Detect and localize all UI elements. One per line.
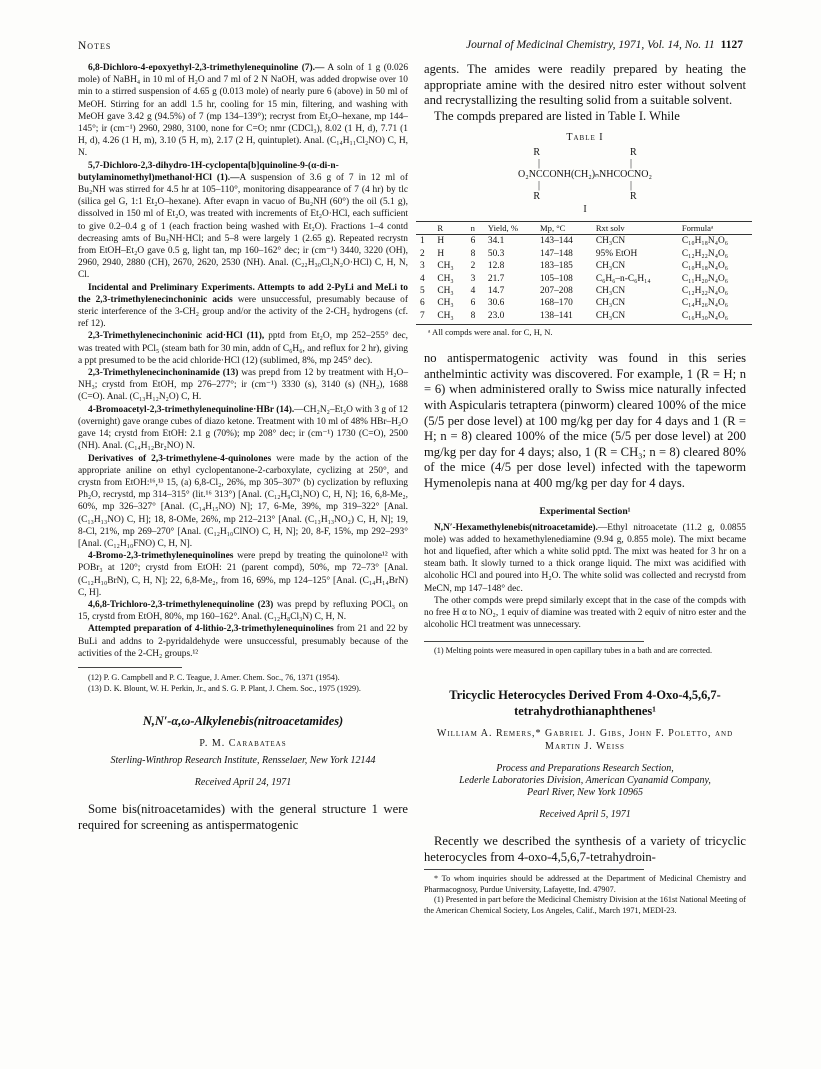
table-title: Table I (566, 132, 604, 144)
second-article-authors: William A. Remers,* Gabriel J. Gibs, John F. Poletto, and Martin J. Weiss (436, 727, 734, 752)
table-cell: C₁₁H₂₀N₄O₆ (681, 273, 729, 284)
running-header-right (466, 39, 743, 51)
table-cell: CH₃CN (595, 298, 626, 309)
paragraph-heading: 2,3-Trimethylenecinchoninamide (13) (88, 368, 239, 379)
table-cell: CH₃ (437, 261, 454, 272)
experimental-paragraph (78, 623, 408, 660)
second-article-affiliation-1: Process and Preparations Research Section, (496, 762, 674, 774)
paragraph-text: —CH₂N₂–Et₂O with 3 g of 12 (overnight) gave orange cubes of diazo ketone. Treatment with 10 ml of 48% HBr–H₂O gave 14; crystd from EtOH: 2.1 g (70%); mp 208° dec; ir (cm⁻¹) 1730 (C=O), 2500 (NH). Anal. (C₁₄H₁₂Br₂NO) N. (78, 404, 408, 452)
table-column-header: Yield, % (484, 222, 536, 235)
second-received-date: Received April 5, 1971 (539, 808, 631, 820)
paragraph-text: A soln of 1 g (0.026 mole) of NaBH₄ in 10 ml of H₂O and 7 ml of 2 N NaOH, was added dropwise over 10 min to a stirred suspension of 4.65 g (0.013 mole) of nearly pure 6 (above) in 50 ml of MeOH. Stirring for an addl 1.5 hr, cooling for 15 min, filtering, and washing with MeOH gave 3.42 g (94.5%) of 7 (mp 134–139°); recryst from Et₂O–hexane, mp 144–145°; ir (cm⁻¹) 2960, 2980, 3100, none for C=O; nmr (CDCl₃), 8.02 (1 H, d), 7.71 (1 H, d), 4.26 (1 H, m), 3.10 (5 H, m), 2.17 (2 H, quintuplet). Anal. (C₁₄H₁₁Cl₂NO) C, H, N. (78, 63, 409, 159)
table-column-header: R (433, 222, 466, 235)
table-cell: C₆H₆–n-C₆H₁₄ (595, 273, 651, 284)
experimental-section-body (424, 522, 746, 632)
paragraph-text: was prepd by refluxing POCl₃ on 15, crystd from EtOH, 80%, mp 160–162°. Anal. (C₁₂H₈Cl₃N) C, H, N. (78, 599, 408, 623)
paragraph-text: A suspension of 3.6 g of 7 in 12 ml of Bu₂NH was stirred for 4.5 hr at 105–110°, monitoring disappearance of 7 (4 hr) by tlc (silica gel G, 1:1 Et₂O–hexane). After evapn in vacuo of Bu₂NH (60°) the oil (5.1 g), dissolved in 150 ml of Et₂O, was treated with increments of Et₂O·HCl, each sufficient to give 0.2–0.4 g of 1 (each fraction being washed with Et₂O). Fractions 1–4 contd decreasing amts of Bu₂NH·HCl; and 5–8 were largely 1 (2.65 g). Repeated recrystn from EtOH–Et₂O gave 0.5 g, light tan, mp 160–162° dec; ir (cm⁻¹) 3440, 3220 (OH), 2960, 2940, 2880 (CH), 2670, 2620, 2530 (NH). Anal. (C₂₂H₃₀Cl₂N₂O·HCl) C, H, N, Cl. (78, 172, 408, 281)
table-reference-text: The compds prepared are listed in Table I. While (434, 108, 680, 123)
second-footnote-rule (424, 869, 644, 870)
experimental-paragraph (78, 404, 408, 453)
left-column (78, 62, 408, 833)
table-cell: 6 (470, 298, 476, 309)
paragraph-text: were unsuccessful, presumably because of steric interference of the 3-CH₂ group and/or the activity of the 2-CH₂ hydrogens (cf. ref 12). (78, 294, 408, 330)
second-article-affiliation-3: Pearl River, New York 10965 (526, 786, 643, 798)
table-cell: 23.0 (484, 310, 536, 325)
table-cell: 14.7 (487, 286, 505, 296)
table-cell: 207–208 (540, 286, 573, 296)
table-header-row (416, 222, 752, 235)
table-cell: 8 (470, 248, 476, 259)
paragraph-heading: N,N′-Hexamethylenebis(nitroacetamide). (434, 522, 598, 533)
table-cell: C₁₀H₁₈N₄O₆ (681, 236, 729, 247)
table-cell: 105–108 (540, 273, 573, 284)
experimental-paragraph (78, 367, 408, 404)
table-row (416, 248, 752, 260)
table-column-header: Mp, °C (536, 222, 592, 235)
structure-label: I (583, 204, 587, 216)
table-cell: 6 (470, 236, 476, 247)
experimental-paragraph (78, 282, 408, 331)
experimental-paragraph (78, 330, 408, 367)
table-column-header: n (467, 222, 484, 235)
paragraph-text: were made by the action of the appropriate aniline on ethyl cyclopentanone-2-carboxylate, cyclizing at 250°, and crystn from EtOH:¹⁶,¹³ 15, (a) 6,8-Cl₂, 26%, mp 305–307° (b) cyclization by refluxing Ph₂O, recrystd, mp 314–315° (lit.¹⁶ 313°) [Anal. (C₁₂H₉Cl₂NO) C, H, N]; 16, 6,8-Me₂, 60%, mp 326–327° [Anal. (C₁₄H₁₅NO) N]; 17, 6-Me, 39%, mp 319–322° [Anal. (C₁₃H₁₃NO) C, H]; 18, 8-OMe, 26%, mp 212–213° [Anal. (C₁₃H₁₃NO₂) C, H, N]; 19, 8-Cl, 21%, mp 269–270° [Anal. (C₁₂H₁₀ClNO) C, H, N]; 20, 8-F, 15%, mp 292–293° [Anal. (C₁₂H₁₀FNO) C, H, N]. (78, 453, 409, 549)
footnote-13: (13) D. K. Blount, W. H. Perkin, Jr., and S. G. P. Plant, J. Chem. Soc., 1975 (1929). (88, 683, 361, 693)
table-cell: CH₃ (437, 286, 454, 296)
table-cell: 95% EtOH (595, 248, 638, 259)
received-date: Received April 24, 1971 (194, 777, 292, 789)
table-cell: 183–185 (540, 261, 573, 272)
paragraph-text: from 21 and 22 by BuLi and addns to 2-pyridaldehyde were unsuccessful, presumably because of the activities of the 2-CH₂ groups.¹² (78, 624, 408, 659)
table-column-header (416, 222, 433, 235)
experimental-paragraph (78, 62, 408, 160)
paragraph-heading: Derivatives of 2,3-trimethylene-4-quinolones (88, 453, 272, 464)
table-cell: 4 (470, 286, 476, 296)
running-header-left: Notes (78, 40, 112, 52)
table-cell: CH₃ (437, 273, 454, 284)
table-cell: CH₃CN (595, 236, 626, 247)
experimental-paragraph (78, 599, 408, 623)
table-row (416, 273, 752, 285)
table-cell: CH₃CN (595, 286, 626, 296)
table-row (416, 297, 752, 309)
article-affiliation: Sterling-Winthrop Research Institute, Rensselaer, New York 12144 (110, 755, 376, 767)
table-cell: 1 (420, 236, 425, 247)
results-paragraph: no antispermatogenic activity was found in this series anthelmintic activity was discovered. For example, 1 (R = H; n = 6) when administered orally to Swiss mice naturally infected with Aspicularis tetraptera (pinworm) cleared 100% of the mice (5/5 per dose level) at 100 mg/kg per day for 4 days and 1 (R = H; n = 8) cleared 100% of the mice (5/5 per dose level) at 200 mg/kg per day for 4 days; also, 1 (R = CH₃; n = 8) cleared 80% of the mice (4/5 per dose level) infected with the tapeworm Hymenolepis nana at 400 mg/kg per day for 4 days. (424, 351, 746, 490)
experimental-paragraph (424, 595, 746, 632)
paragraph-heading: 2,3-Trimethylenecinchoninic acid·HCl (11), (88, 331, 265, 342)
paragraph-heading: 4-Bromo-2,3-trimethylenequinolines (88, 551, 234, 562)
table-row (416, 235, 752, 248)
footnote-rule-right (424, 641, 644, 642)
table-cell: 30.6 (487, 298, 505, 309)
table-cell: 12.8 (487, 261, 505, 272)
intro-paragraph: Some bis(nitroacetamides) with the general structure 1 were required for screening as antispermatogenic (78, 802, 408, 832)
table-cell: C₁₄H₂₆N₄O₆ (681, 298, 729, 309)
table-cell: 143–144 (540, 236, 573, 247)
table-row (416, 260, 752, 272)
experimental-paragraph (78, 550, 408, 599)
table-cell: H (437, 236, 445, 247)
article-author: P. M. Carabateas (199, 738, 287, 750)
footnote-rule (78, 667, 182, 668)
table-cell: 5 (420, 286, 425, 296)
paragraph-text: The other compds were prepd similarly except that in the case of the compds with no free H α to NO₂, 1 equiv of diamine was treated with 2 equiv of nitro ester and the alcoholic HCl treatment was unnecessary. (424, 595, 746, 631)
second-footnote-2: (1) Presented in part before the Medicinal Chemistry Division at the 161st National Meeting of the American Chemical Society, Los Angeles, Calif., March 1971, MEDI-23. (424, 895, 746, 915)
table-cell: C₁₆H₃₀N₄O₆ (678, 310, 752, 325)
experimental-section-heading: Experimental Section¹ (539, 505, 631, 517)
paragraph-text: was prepd from 12 by treatment with H₂O–NH₃; crystd from EtOH, mp 276–277°; ir (cm⁻¹) 3330 (s), 3140 (s) (NH₂), 1688 (C=O). Anal. (C₁₃H₁₂N₂O) C, H. (78, 368, 409, 403)
paragraph-heading: 5,7-Dichloro-2,3-dihydro-1H-cyclopenta[b]quinoline-9-(α-di-n-butylaminomethyl)methanol·HCl (1).— (78, 160, 339, 183)
table-row (416, 310, 752, 325)
paragraph-heading: Attempted preparation of 4-lithio-2,3-trimethylenequinolines (88, 624, 334, 635)
table-cell: 3 (420, 261, 425, 272)
table-cell: CH₃ (437, 298, 454, 309)
table-cell: 3 (470, 273, 476, 284)
table-row (416, 285, 752, 297)
table-cell: C₁₀H₁₈N₄O₆ (681, 261, 729, 272)
table-cell: 34.1 (487, 236, 505, 247)
right-column (420, 62, 746, 917)
journal-citation: Journal of Medicinal Chemistry, 1971, Vol. 14, No. 11 (466, 39, 715, 51)
paragraph-text: pptd from Et₂O, mp 252–255° dec, was treated with PCl₅ (steam bath for 30 min, addn of C₆H₆, and reflux for 2 hr), giving a ppt presumed to be the acid chloride·HCl (12) (sublimed, 8%, mp 245° dec). (78, 331, 409, 366)
table-cell: 50.3 (487, 248, 505, 259)
experimental-paragraphs (78, 62, 408, 660)
paragraph-text: were prepd by treating the quinolone¹² with POBr₃ at 120°; crystd from EtOH: 21 (parent compd), 50%, mp 72–73° [Anal. (C₁₂H₁₀BrN), C, H, N]; 22, 6,8-Me₂, from 16, 69%, mp 124–125° [Anal. (C₁₄H₁₄BrN) C, H]. (78, 551, 408, 598)
article-title: N,N′-α,ω-Alkylenebis(nitroacetamides) (142, 714, 344, 729)
table-cell: 168–170 (540, 298, 573, 309)
footnote-12: (12) P. G. Campbell and P. C. Teague, J. Amer. Chem. Soc., 76, 1371 (1954). (88, 672, 340, 682)
table-cell: 2 (420, 248, 425, 259)
table-cell: 147–148 (540, 248, 573, 259)
general-structure: R R | | O₂NCCONH(CH₂)ₙNHCOCNO₂ | | R R (518, 147, 652, 203)
page-number: 1127 (720, 39, 743, 51)
table-column-header: Rxt solv (592, 222, 678, 235)
second-article-title: Tricyclic Heterocycles Derived From 4-Oxo-4,5,6,7-tetrahydrothianaphthenes¹ (449, 687, 721, 718)
intro-continued: agents. The amides were readily prepared by heating the appropriate amine with the desired nitro ester without solvent and recrystallizing the resulting solid from a suitable solvent. (424, 62, 746, 108)
paragraph-heading: 4,6,8-Trichloro-2,3-trimethylenequinoline (23) (88, 599, 274, 610)
table-cell: H (437, 248, 445, 259)
second-footnote-1: * To whom inquiries should be addressed at the Department of Medicinal Chemistry and Pharmacognosy, Purdue University, Lafayette, Ind. 47907. (424, 874, 746, 894)
table-cell: 21.7 (487, 273, 505, 284)
table-cell: 7 (416, 310, 433, 325)
table-cell: CH₃CN (595, 261, 626, 272)
paragraph-heading: 4-Bromoacetyl-2,3-trimethylenequinoline·HBr (14). (88, 404, 295, 415)
paragraph-text: —Ethyl nitroacetate (11.2 g, 0.0855 mole) was added to hexamethylenediamine (9.94 g, 0.855 mole). The mixt became hot and liquefied, after which a white solid pptd. The mixt was heated for 3 hr on a steam bath. It slowly turned to a thick orange liquid. The mixt was acidified with alcoholic HCl and poured into H₂O. The white solid was collected and recrystd from MeCN, mp 147–148° dec. (424, 522, 746, 594)
table-cell: 138–141 (536, 310, 592, 325)
paragraph-heading: 6,8-Dichloro-4-epoxyethyl-2,3-trimethylenequinoline (7).— (88, 63, 325, 73)
table-cell: CH₃ (433, 310, 466, 325)
table-footnote: ᵃ All compds were anal. for C, H, N. (428, 327, 553, 338)
table-cell: 6 (420, 298, 425, 309)
paragraph-heading: Incidental and Preliminary Experiments. Attempts to add 2-PyLi and MeLi to the 2,3-trimethylenecinchoninic acids (78, 282, 408, 305)
experimental-paragraph (78, 453, 408, 551)
compound-table (416, 221, 752, 325)
second-article-affiliation-2: Lederle Laboratories Division, American Cyanamid Company, (459, 774, 711, 786)
table-cell: C₁₂H₂₂N₄O₆ (681, 248, 729, 259)
table-cell: CH₃CN (592, 310, 678, 325)
experimental-paragraph (424, 522, 746, 595)
table-cell: 4 (420, 273, 425, 284)
table-cell: 2 (470, 261, 476, 272)
table-cell: C₁₂H₂₂N₄O₆ (681, 286, 729, 296)
second-intro-paragraph: Recently we described the synthesis of a variety of tricyclic heterocycles from 4-oxo-4,5,6,7-tetrahydroin- (424, 833, 746, 864)
experimental-paragraph (78, 160, 408, 282)
experimental-footnote: (1) Melting points were measured in open capillary tubes in a bath and are corrected. (434, 646, 713, 656)
table-column-header: Formulaᵃ (678, 222, 752, 235)
table-cell: 8 (467, 310, 484, 325)
